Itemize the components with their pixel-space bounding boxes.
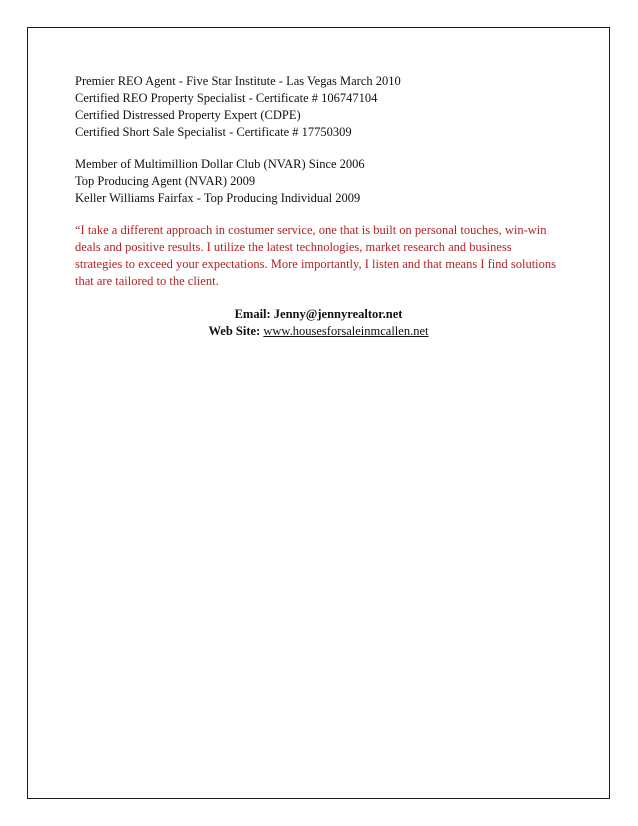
agent-quote bbox=[75, 222, 575, 290]
credential-line: Certified Distressed Property Expert (CDPE) bbox=[75, 108, 301, 122]
quote-line: deals and positive results. I utilize the latest technologies, market research and business bbox=[75, 240, 512, 254]
credentials-list bbox=[75, 73, 575, 141]
contact-block bbox=[27, 306, 610, 340]
email-row bbox=[27, 306, 610, 323]
website-label: Web Site: bbox=[208, 324, 261, 338]
award-line: Member of Multimillion Dollar Club (NVAR) Since 2006 bbox=[75, 157, 365, 171]
awards-list bbox=[75, 156, 575, 207]
website-row bbox=[27, 323, 610, 340]
email-address[interactable]: Jenny@jennyrealtor.net bbox=[273, 307, 403, 321]
website-link[interactable]: www.housesforsaleinmcallen.net bbox=[263, 324, 429, 338]
award-line: Keller Williams Fairfax - Top Producing Individual 2009 bbox=[75, 191, 361, 205]
email-label: Email: bbox=[234, 307, 271, 321]
quote-line: strategies to exceed your expectations. More importantly, I listen and that means I find solutions bbox=[75, 257, 557, 271]
document-body bbox=[75, 73, 575, 290]
credential-line: Certified Short Sale Specialist - Certificate # 17750309 bbox=[75, 125, 352, 139]
credential-line: Certified REO Property Specialist - Certificate # 106747104 bbox=[75, 91, 378, 105]
quote-line: “I take a different approach in costumer service, one that is built on personal touches, win-win bbox=[75, 223, 547, 237]
credential-line: Premier REO Agent - Five Star Institute - Las Vegas March 2010 bbox=[75, 74, 401, 88]
award-line: Top Producing Agent (NVAR) 2009 bbox=[75, 174, 256, 188]
quote-line: that are tailored to the client. bbox=[75, 274, 219, 288]
